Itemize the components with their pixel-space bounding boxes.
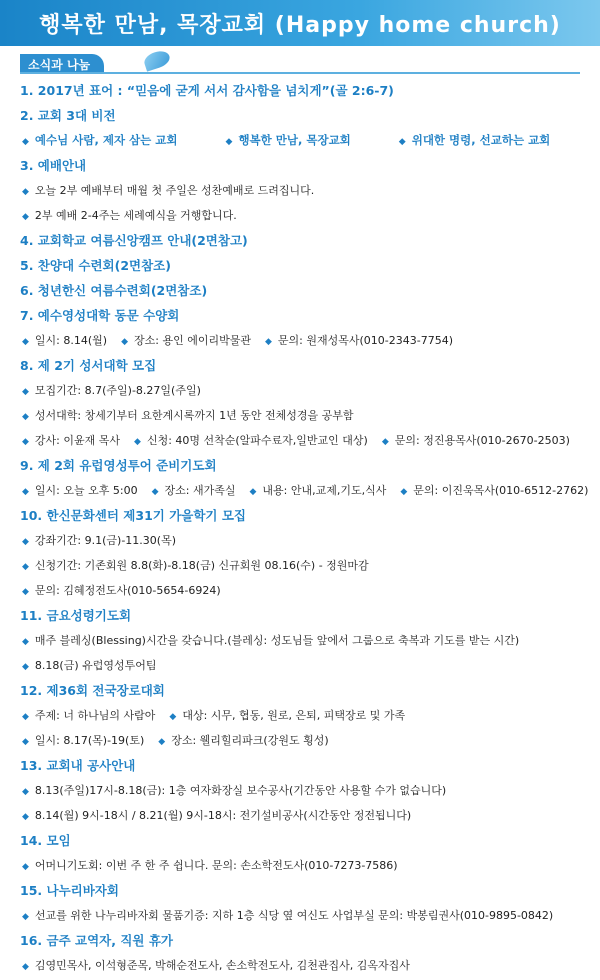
item-text: 김영민목사, 이석형준목, 박해순전도사, 손소학전도사, 김천관집사, 김옥자집사 bbox=[34, 959, 410, 972]
news-section bbox=[0, 103, 600, 153]
item-text: 주제: 너 하나님의 사람아 bbox=[34, 709, 156, 722]
list-item bbox=[0, 728, 600, 753]
list-item bbox=[0, 378, 600, 403]
diamond-bullet-icon: ◆ bbox=[22, 912, 29, 922]
diamond-bullet-icon: ◆ bbox=[22, 662, 29, 672]
vision-text: 행복한 만남, 목장교회 bbox=[238, 133, 351, 147]
section-heading: 16. 금주 교역자, 직원 휴가 bbox=[20, 933, 173, 948]
list-item bbox=[0, 953, 600, 978]
item-text: 문의: 원재성목사(010-2343-7754) bbox=[277, 334, 453, 347]
diamond-bullet-icon: ◆ bbox=[22, 437, 29, 447]
item-text: 장소: 새가족실 bbox=[164, 484, 236, 497]
diamond-bullet-icon: ◆ bbox=[169, 712, 177, 722]
item-cell bbox=[22, 478, 138, 503]
item-cell bbox=[400, 478, 588, 503]
section-heading: 15. 나누리바자회 bbox=[20, 883, 119, 898]
header-title: 행복한 만남, 목장교회 (Happy home church) bbox=[39, 13, 561, 38]
item-text: 강사: 이윤재 목사 bbox=[34, 434, 121, 447]
list-item bbox=[0, 478, 600, 503]
item-cell bbox=[22, 403, 354, 428]
item-cell bbox=[22, 378, 201, 403]
section-tab bbox=[20, 54, 104, 74]
news-section bbox=[0, 278, 600, 303]
item-cell bbox=[169, 703, 405, 728]
item-text: 장소: 웰리힐리파크(강원도 횡성) bbox=[171, 734, 329, 747]
news-section bbox=[0, 503, 600, 603]
vision-row bbox=[0, 128, 600, 153]
item-text: 내용: 안내,교제,기도,식사 bbox=[262, 484, 387, 497]
item-cell bbox=[22, 778, 446, 803]
diamond-bullet-icon: ◆ bbox=[22, 562, 29, 572]
news-section bbox=[0, 828, 600, 878]
item-cell bbox=[382, 428, 570, 453]
item-text: 일시: 오늘 오후 5:00 bbox=[34, 484, 138, 497]
item-cell bbox=[22, 578, 221, 603]
diamond-bullet-icon: ◆ bbox=[381, 437, 389, 447]
tab-label: 소식과 나눔 bbox=[28, 58, 91, 72]
list-item bbox=[0, 178, 600, 203]
item-cell bbox=[22, 728, 144, 753]
item-cell bbox=[22, 853, 398, 878]
vision-text: 위대한 명령, 선교하는 교회 bbox=[411, 133, 551, 147]
diamond-bullet-icon: ◆ bbox=[22, 537, 29, 547]
item-cell bbox=[22, 328, 107, 353]
item-text: 어머니기도회: 이번 주 한 주 쉽니다. 문의: 손소학전도사(010-7273-7586) bbox=[34, 859, 398, 872]
diamond-bullet-icon: ◆ bbox=[225, 137, 233, 147]
diamond-bullet-icon: ◆ bbox=[22, 387, 29, 397]
list-item bbox=[0, 803, 600, 828]
news-section bbox=[0, 78, 600, 103]
item-text: 모집기간: 8.7(주일)-8.27일(주일) bbox=[34, 384, 201, 397]
vision-text: 예수님 사람, 제자 삼는 교회 bbox=[34, 133, 178, 147]
section-heading: 6. 청년한신 여름수련회(2면참조) bbox=[20, 283, 208, 298]
item-text: 문의: 정진용목사(010-2670-2503) bbox=[394, 434, 570, 447]
diamond-bullet-icon: ◆ bbox=[22, 187, 29, 197]
item-cell bbox=[22, 903, 553, 928]
item-cell bbox=[22, 203, 237, 228]
news-section bbox=[0, 303, 600, 353]
diamond-bullet-icon: ◆ bbox=[134, 437, 141, 447]
item-text: 2부 예배 2-4주는 세례예식을 거행합니다. bbox=[34, 209, 237, 222]
list-item bbox=[0, 428, 600, 453]
diamond-bullet-icon: ◆ bbox=[22, 587, 29, 597]
section-heading: 11. 금요성령기도회 bbox=[20, 608, 132, 623]
item-cell bbox=[249, 478, 386, 503]
item-cell bbox=[22, 178, 314, 203]
list-item bbox=[0, 578, 600, 603]
item-text: 대상: 시무, 협동, 원로, 은퇴, 피택장로 및 가족 bbox=[182, 709, 406, 722]
section-heading: 5. 찬양대 수련회(2면참조) bbox=[20, 258, 171, 273]
diamond-bullet-icon: ◆ bbox=[22, 787, 29, 797]
news-section bbox=[0, 603, 600, 678]
diamond-bullet-icon: ◆ bbox=[398, 137, 406, 147]
diamond-bullet-icon: ◆ bbox=[22, 812, 29, 822]
news-section bbox=[0, 453, 600, 503]
section-heading: 3. 예배안내 bbox=[20, 158, 87, 173]
news-section bbox=[0, 228, 600, 253]
news-list bbox=[0, 78, 600, 978]
diamond-bullet-icon: ◆ bbox=[22, 337, 29, 347]
diamond-bullet-icon: ◆ bbox=[249, 487, 257, 497]
item-text: 일시: 8.17(목)-19(토) bbox=[34, 734, 145, 747]
diamond-bullet-icon: ◆ bbox=[22, 487, 29, 497]
list-item bbox=[0, 853, 600, 878]
item-cell bbox=[121, 328, 251, 353]
item-cell bbox=[265, 328, 453, 353]
section-heading: 1. 2017년 표어 : “믿음에 굳게 서서 감사함을 넘치게”(골 2:6-7) bbox=[20, 83, 394, 98]
item-cell bbox=[134, 428, 368, 453]
diamond-bullet-icon: ◆ bbox=[22, 712, 29, 722]
diamond-bullet-icon: ◆ bbox=[22, 637, 29, 647]
item-text: 신청기간: 기존회원 8.8(화)-8.18(금) 신규회원 08.16(수) - 정원마감 bbox=[34, 559, 369, 572]
section-heading: 7. 예수영성대학 동문 수양회 bbox=[20, 308, 180, 323]
list-item bbox=[0, 528, 600, 553]
list-item bbox=[0, 903, 600, 928]
diamond-bullet-icon: ◆ bbox=[22, 212, 29, 222]
item-cell bbox=[22, 628, 519, 653]
diamond-bullet-icon: ◆ bbox=[22, 412, 29, 422]
item-text: 장소: 용인 에이리박물관 bbox=[134, 334, 251, 347]
list-item bbox=[0, 403, 600, 428]
list-item bbox=[0, 703, 600, 728]
list-item bbox=[0, 203, 600, 228]
leaf-icon bbox=[142, 48, 172, 71]
news-section bbox=[0, 678, 600, 753]
item-cell bbox=[158, 728, 328, 753]
section-heading: 12. 제36회 전국장로대회 bbox=[20, 683, 165, 698]
vision-item bbox=[226, 128, 351, 153]
section-heading: 4. 교회학교 여름신앙캠프 안내(2면참고) bbox=[20, 233, 248, 248]
news-section bbox=[0, 753, 600, 828]
section-heading: 13. 교회내 공사안내 bbox=[20, 758, 136, 773]
news-section bbox=[0, 353, 600, 453]
vision-item bbox=[22, 128, 178, 153]
item-text: 문의: 김혜정전도사(010-5654-6924) bbox=[34, 584, 221, 597]
item-text: 8.14(월) 9시-18시 / 8.21(월) 9시-18시: 전기설비공사(시간동안 정전됩니다) bbox=[34, 809, 412, 822]
item-cell bbox=[22, 703, 155, 728]
item-cell bbox=[22, 528, 176, 553]
item-cell bbox=[22, 653, 157, 678]
item-cell bbox=[152, 478, 236, 503]
news-section bbox=[0, 928, 600, 978]
item-text: 매주 블레싱(Blessing)시간을 갖습니다.(블레싱: 성도님들 앞에서 그룹으로 축복과 기도를 받는 시간) bbox=[34, 634, 520, 647]
item-text: 8.18(금) 유럽영성투어팀 bbox=[34, 659, 157, 672]
list-item bbox=[0, 628, 600, 653]
list-item bbox=[0, 653, 600, 678]
item-text: 강좌기간: 9.1(금)-11.30(목) bbox=[34, 534, 176, 547]
item-text: 문의: 이진욱목사(010-6512-2762) bbox=[413, 484, 589, 497]
diamond-bullet-icon: ◆ bbox=[121, 337, 128, 347]
diamond-bullet-icon: ◆ bbox=[22, 862, 29, 872]
diamond-bullet-icon: ◆ bbox=[151, 487, 159, 497]
diamond-bullet-icon: ◆ bbox=[22, 962, 29, 972]
list-item bbox=[0, 553, 600, 578]
diamond-bullet-icon: ◆ bbox=[22, 137, 29, 147]
item-text: 신청: 40명 선착순(알파수료자,일반교인 대상) bbox=[146, 434, 368, 447]
list-item bbox=[0, 778, 600, 803]
item-cell bbox=[22, 553, 369, 578]
item-text: 8.13(주일)17시-8.18(금): 1층 여자화장실 보수공사(기간동안 사용할 수가 없습니다) bbox=[34, 784, 447, 797]
section-heading: 8. 제 2기 성서대학 모집 bbox=[20, 358, 157, 373]
diamond-bullet-icon: ◆ bbox=[400, 487, 408, 497]
item-text: 일시: 8.14(월) bbox=[34, 334, 108, 347]
diamond-bullet-icon: ◆ bbox=[264, 337, 272, 347]
section-heading: 9. 제 2회 유럽영성투어 준비기도회 bbox=[20, 458, 217, 473]
item-text: 성서대학: 창세기부터 요한계시록까지 1년 동안 전체성경을 공부함 bbox=[34, 409, 354, 422]
vision-item bbox=[399, 128, 551, 153]
diamond-bullet-icon: ◆ bbox=[22, 737, 29, 747]
section-heading: 10. 한신문화센터 제31기 가을학기 모집 bbox=[20, 508, 246, 523]
list-item bbox=[0, 328, 600, 353]
item-text: 오늘 2부 예배부터 매월 첫 주일은 성찬예배로 드려집니다. bbox=[34, 184, 315, 197]
header-banner bbox=[0, 0, 600, 46]
item-cell bbox=[22, 803, 411, 828]
section-heading: 2. 교회 3대 비전 bbox=[20, 108, 116, 123]
item-text: 선교를 위한 나누리바자회 물품기증: 지하 1층 식당 옆 여신도 사업부실 문의: 박봉림권사(010-9895-0842) bbox=[34, 909, 554, 922]
news-section bbox=[0, 153, 600, 228]
tab-divider bbox=[20, 72, 580, 74]
diamond-bullet-icon: ◆ bbox=[158, 737, 166, 747]
item-cell bbox=[22, 428, 120, 453]
news-section bbox=[0, 878, 600, 928]
news-section bbox=[0, 253, 600, 278]
section-heading: 14. 모임 bbox=[20, 833, 71, 848]
item-cell bbox=[22, 953, 410, 978]
